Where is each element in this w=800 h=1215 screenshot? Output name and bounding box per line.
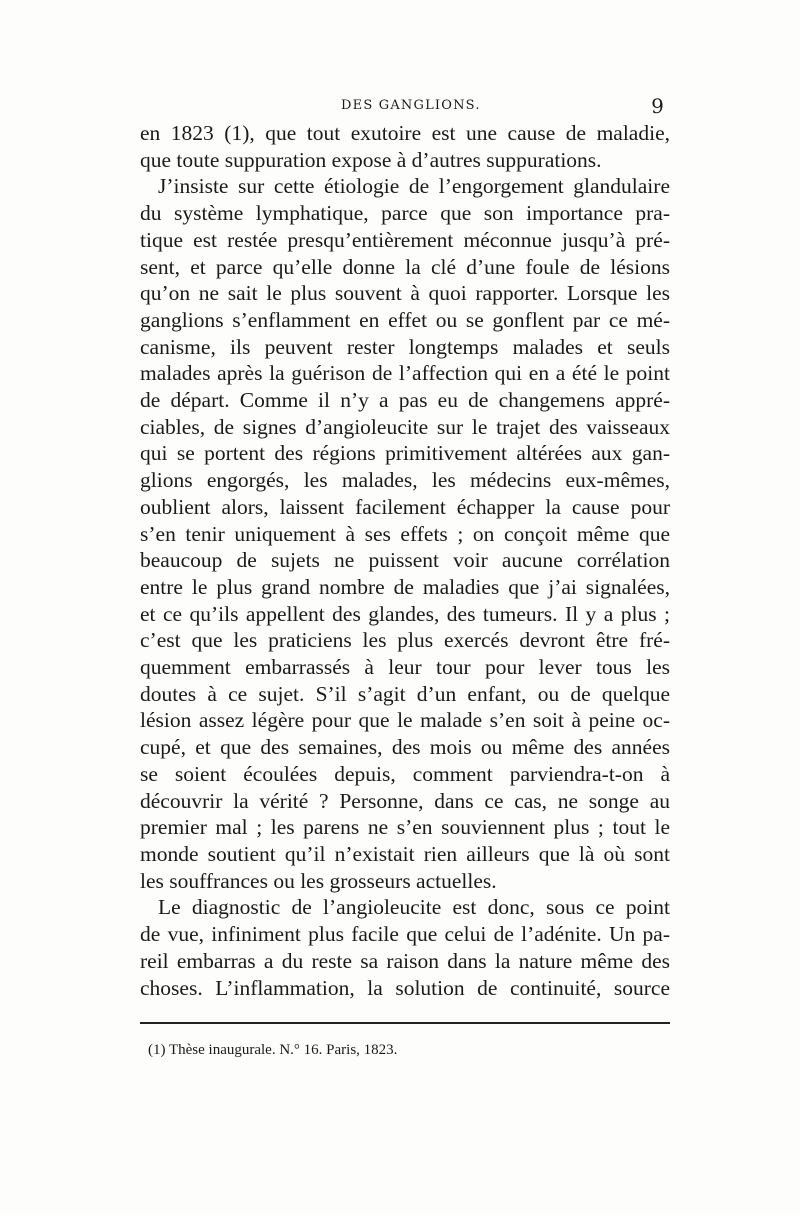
text-line: que toute suppuration expose à d’autres suppurations.: [140, 147, 602, 172]
text-line: qui se portent des régions primitivement altérées aux gan-: [140, 441, 670, 466]
text-line: ganglions s’enflamment en effet ou se gonflent par ce mé-: [140, 307, 670, 332]
text-line: doutes à ce sujet. S’il s’agit d’un enfant, ou de quelque: [140, 681, 670, 706]
text-line: sent, et parce qu’elle donne la clé d’une foule de lésions: [140, 254, 670, 279]
text-line: de vue, infiniment plus facile que celui de l’adénite. Un pa-: [140, 922, 670, 947]
text-line: quemment embarrassés à leur tour pour lever tous les: [140, 655, 670, 680]
text-line: choses. L’inflammation, la solution de continuité, source: [140, 975, 670, 1000]
footnote: (1) Thèse inaugurale. N.° 16. Paris, 1823.: [148, 1042, 398, 1058]
text-line: découvrir la vérité ? Personne, dans ce cas, ne songe au: [140, 788, 670, 813]
text-line: en 1823 (1), que tout exutoire est une cause de maladie,: [140, 121, 670, 145]
text-line: ciables, de signes d’angioleucite sur le trajet des vaisseaux: [140, 414, 670, 439]
text-line: s’en tenir uniquement à ses effets ; on conçoit même que: [140, 521, 670, 546]
text-line: tique est restée presqu’entièrement méconnue jusqu’à pré-: [140, 227, 670, 252]
text-line: beaucoup de sujets ne puissent voir aucune corrélation: [140, 548, 670, 573]
text-line: malades après la guérison de l’affection qui en a été le point: [140, 361, 670, 386]
text-line: glions engorgés, les malades, les médecins eux-mêmes,: [140, 468, 670, 493]
body-text: [140, 120, 670, 1001]
text-line: de départ. Comme il n’y a pas eu de changemens appré-: [140, 388, 670, 413]
text-line: canisme, ils peuvent rester longtemps malades et seuls: [140, 334, 670, 359]
text-line: oublient alors, laissent facilement échapper la cause pour: [140, 494, 670, 519]
text-line: Le diagnostic de l’angioleucite est donc, sous ce point: [158, 895, 670, 920]
text-line: c’est que les praticiens les plus exercés devront être fré-: [140, 628, 670, 653]
text-line: reil embarras a du reste sa raison dans la nature même des: [140, 948, 670, 973]
page-number: 9: [651, 94, 665, 118]
text-line: cupé, et que des semaines, des mois ou même des années: [140, 735, 670, 760]
text-line: premier mal ; les parens ne s’en souviennent plus ; tout le: [140, 815, 670, 840]
footnote-rule: [140, 1022, 670, 1024]
text-line: du système lymphatique, parce que son importance pra-: [140, 201, 670, 226]
text-line: lésion assez légère pour que le malade s’en soit à peine oc-: [140, 708, 670, 733]
text-line: entre le plus grand nombre de maladies que j’ai signalées,: [140, 574, 670, 599]
running-title: DES GANGLIONS.: [341, 98, 481, 113]
text-line: J’insiste sur cette étiologie de l’engorgement glandulaire: [158, 174, 670, 199]
text-line: monde soutient qu’il n’existait rien ailleurs que là où sont: [140, 841, 670, 866]
text-line: se soient écoulées depuis, comment parviendra-t-on à: [140, 761, 670, 786]
text-line: qu’on ne sait le plus souvent à quoi rapporter. Lorsque les: [140, 281, 670, 306]
running-head: [145, 96, 665, 118]
text-line: et ce qu’ils appellent des glandes, des tumeurs. Il y a plus ;: [140, 601, 670, 626]
text-line: les souffrances ou les grosseurs actuelles.: [140, 868, 497, 893]
